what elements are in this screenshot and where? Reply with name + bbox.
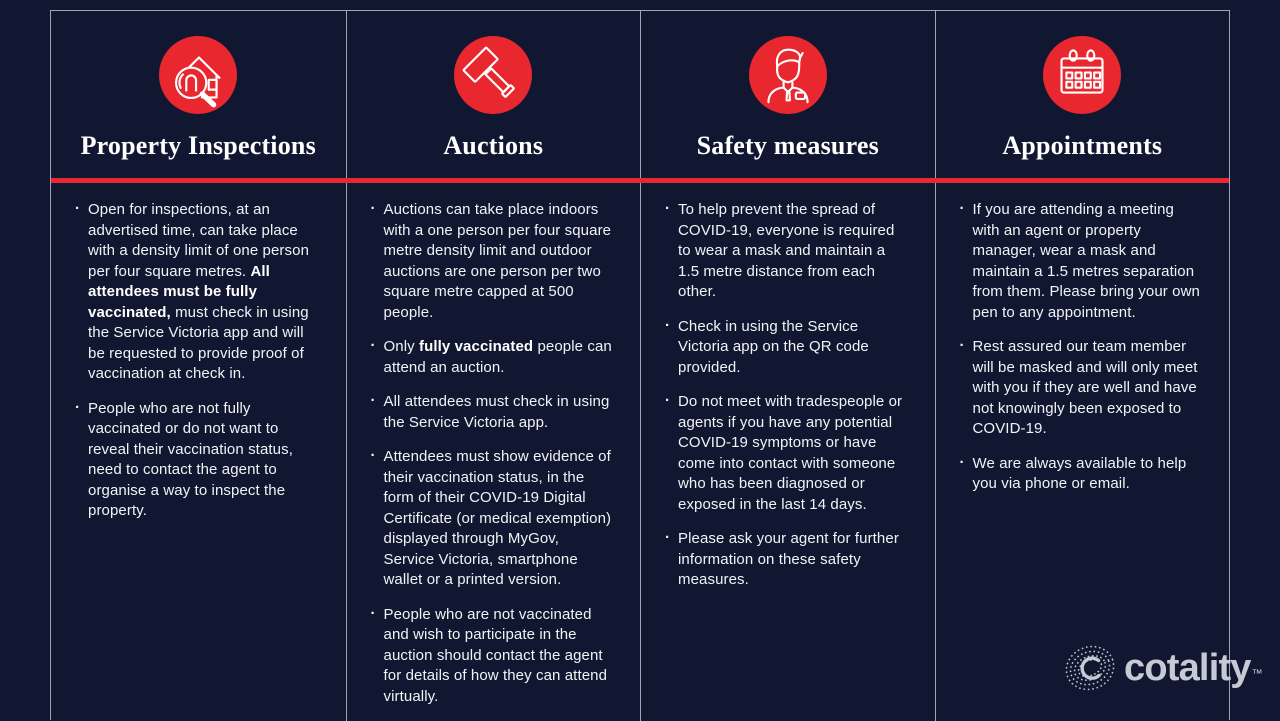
bullet-item [960,200,1204,323]
cotality-logo-text: cotality [1124,646,1251,689]
column-appointments [935,11,1230,721]
bullet-item [665,317,909,379]
red-divider-line [51,178,1229,183]
column-header [936,11,1230,178]
cotality-logo-mark [1062,640,1118,696]
column-auctions [346,11,641,721]
bullet-item [665,392,909,515]
gavel-icon [454,36,532,114]
column-title: Safety measures [696,131,879,160]
info-table [50,10,1230,720]
column-header [347,11,641,178]
bullet-list [641,178,935,591]
bullet-item [665,200,909,303]
column-title: Auctions [443,131,544,160]
bullet-text: Rest assured our team member will be masked and will only meet with you if they are well and have not knowingly been exposed to COVID-19. [972,338,1198,437]
column-safety-measures [640,11,935,721]
column-header [641,11,935,178]
bullet-text: must check in using the Service Victoria app and will be requested to provide proof of vaccination at check in. [88,303,309,382]
bullet-item [75,399,320,522]
bullet-text: We are always available to help you via phone or email. [972,454,1187,492]
column-title: Property Inspections [80,131,316,160]
bullet-text: To help prevent the spread of COVID-19, everyone is required to wear a mask and maintain a 1.5 metre distance from each other. [678,201,895,300]
column-header [51,11,346,178]
bullet-list [347,178,641,707]
bullet-text: If you are attending a meeting with an agent or property manager, wear a mask and maintain a 1.5 metres separation from them. Please bring your own pen to any appointment. [972,201,1200,321]
bullet-text: People who are not fully vaccinated or do not want to reveal their vaccination status, need to contact the agent to organise a way to inspect the property. [88,399,293,519]
column-title: Appointments [1002,131,1163,160]
bullet-text-bold: fully vaccinated [419,338,534,355]
bullet-item [960,454,1204,495]
bullet-item [371,200,615,323]
bullet-text: Auctions can take place indoors with a one person per four square metre density limit and outdoor auctions are one person per two square metre capped at 500 people. [383,201,612,321]
bullet-text: Check in using the Service Victoria app on the QR code provided. [678,317,869,376]
bullet-text: All attendees must check in using the Service Victoria app. [383,393,610,431]
bullet-item [371,447,615,591]
calendar-icon [1043,36,1121,114]
bullet-text: people can attend an auction. [383,338,612,376]
bullet-text: Do not meet with tradespeople or agents if you have any potential COVID-19 symptoms or have come into contact with someone who has been diagnosed or exposed in the last 14 days. [678,393,903,513]
bullet-item [960,337,1204,440]
cotality-logo [1062,640,1262,696]
bullet-text: Only [383,338,420,355]
bullet-text: Open for inspections, at an advertised time, can take place with a density limit of one person per four square metres. [88,201,310,280]
bullet-item [371,605,615,708]
bullet-item [665,529,909,591]
column-property-inspections [51,11,346,721]
bullet-text: Please ask your agent for further information on these safety measures. [678,530,899,588]
bullet-text-bold: All attendees must be fully vaccinated, [88,262,270,321]
bullet-list [936,178,1230,495]
bullet-list [51,178,346,522]
bullet-item [75,200,320,385]
house-magnifier-icon [159,36,237,114]
trademark-symbol: ™ [1251,668,1263,680]
columns-grid [51,11,1229,720]
bullet-text: People who are not vaccinated and wish to participate in the auction should contact the agent for details of how they can attend virtually. [383,605,608,705]
bullet-item [371,337,615,378]
bullet-item [371,392,615,433]
bullet-text: Attendees must show evidence of their vaccination status, in the form of their COVID-19 Digital Certificate (or medical exemption) displayed through MyGov, Service Victoria, smartphone wallet or a printed version. [383,448,612,588]
masked-agent-icon [749,36,827,114]
